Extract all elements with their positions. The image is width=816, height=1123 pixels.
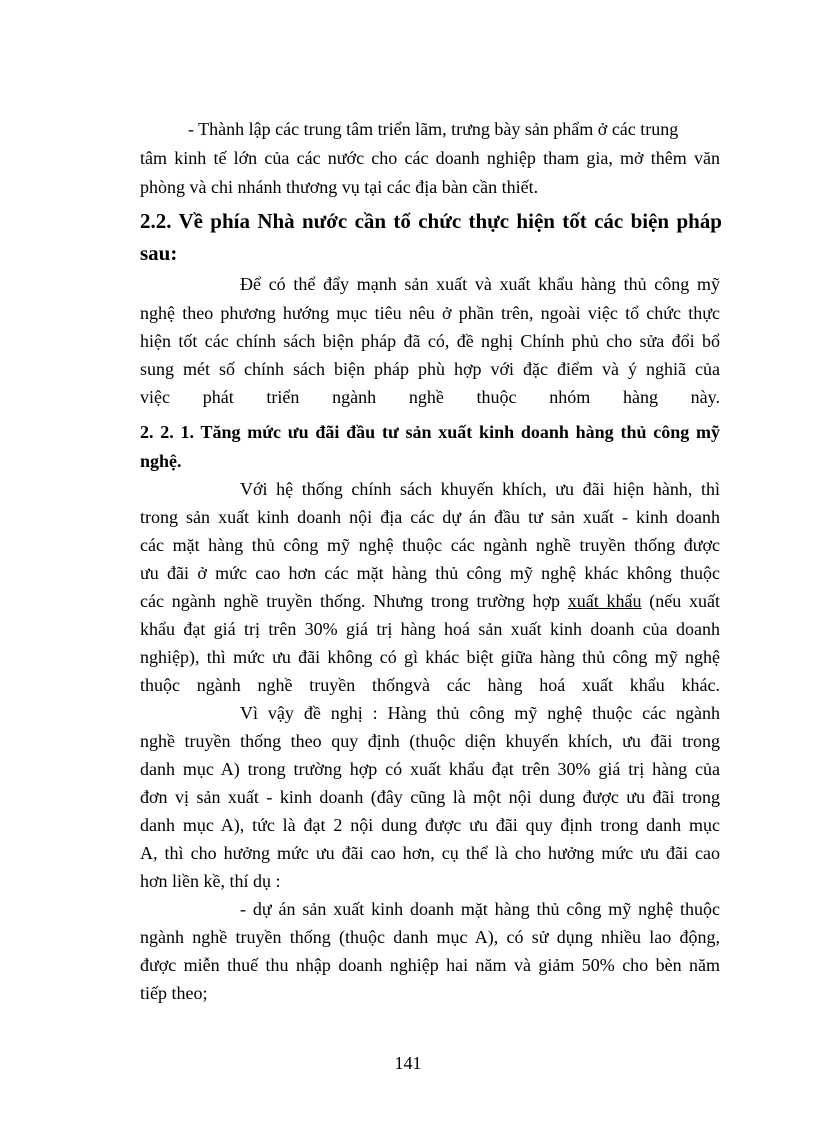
section-heading: sau: bbox=[140, 241, 178, 265]
paragraph-line: - dự án sản xuất kinh doanh mặt hàng thủ công mỹ nghệ thuộc bbox=[240, 899, 720, 919]
paragraph-line: ngành nghề truyền thống (thuộc danh mục A), có sử dụng nhiều lao động, bbox=[140, 927, 720, 947]
paragraph-line: nghệ theo phương hướng mục tiêu nêu ở phần trên, ngoài việc tổ chức thực bbox=[140, 303, 720, 323]
paragraph-line: việc phát triển ngành nghề thuộc nhóm hàng này. bbox=[140, 387, 720, 407]
paragraph-line: nghiệp), thì mức ưu đãi không có gì khác biệt giữa hàng thủ công mỹ nghệ bbox=[140, 647, 720, 667]
paragraph-line: hơn liền kề, thí dụ : bbox=[140, 871, 281, 891]
paragraph-line: danh mục A) trong trường hợp có xuất khẩu đạt trên 30% giá trị hàng của bbox=[140, 759, 720, 779]
paragraph-line: phòng và chi nhánh thương vụ tại các địa bàn cần thiết. bbox=[140, 177, 539, 197]
paragraph-line: các mặt hàng thủ công mỹ nghệ thuộc các ngành nghề truyền thống được bbox=[140, 535, 720, 555]
paragraph-line: - Thành lập các trung tâm triển lãm, trưng bày sản phẩm ở các trung bbox=[188, 119, 679, 139]
paragraph-line: tâm kinh tế lớn của các nước cho các doanh nghiệp tham gia, mở thêm văn bbox=[140, 148, 720, 168]
paragraph-line bbox=[140, 587, 720, 616]
paragraph-line: khẩu đạt giá trị trên 30% giá trị hàng hoá sản xuất kinh doanh của doanh bbox=[140, 619, 720, 639]
text-span: các ngành nghề truyền thống. Nhưng trong trường hợp bbox=[140, 591, 561, 611]
paragraph-line: Với hệ thống chính sách khuyến khích, ưu đãi hiện hành, thì bbox=[240, 479, 720, 499]
paragraph-line: sung mét số chính sách biện pháp phù hợp với đặc điểm và ý nghiã của bbox=[140, 359, 720, 379]
subsection-heading: nghệ. bbox=[140, 451, 182, 471]
paragraph-line: trong sản xuất kinh doanh nội địa các dự án đầu tư sản xuất - kinh doanh bbox=[140, 507, 720, 527]
paragraph-line: danh mục A), tức là đạt 2 nội dung được ưu đãi quy định trong danh mục bbox=[140, 815, 720, 835]
page-number: 141 bbox=[394, 1053, 422, 1073]
text-span: (nếu xuất bbox=[649, 591, 721, 611]
paragraph-line: Để có thể đẩy mạnh sản xuất và xuất khẩu hàng thủ công mỹ bbox=[240, 274, 720, 294]
section-heading: 2.2. Về phía Nhà nước cần tổ chức thực hiện tốt các biện pháp bbox=[140, 209, 722, 233]
paragraph-line: A, thì cho hưởng mức ưu đãi cao hơn, cụ thể là cho hưởng mức ưu đãi cao bbox=[140, 843, 720, 863]
paragraph-line: tiếp theo; bbox=[140, 983, 208, 1003]
paragraph-line: được miễn thuế thu nhập doanh nghiệp hai năm và giảm 50% cho bèn năm bbox=[140, 955, 720, 975]
underlined-term: xuất khẩu bbox=[567, 591, 642, 611]
paragraph-line: thuộc ngành nghề truyền thốngvà các hàng hoá xuất khẩu khác. bbox=[140, 675, 720, 695]
subsection-heading: 2. 2. 1. Tăng mức ưu đãi đầu tư sản xuất kinh doanh hàng thủ công mỹ bbox=[140, 422, 720, 442]
paragraph-line: hiện tốt các chính sách biện pháp đã có, đề nghị Chính phủ cho sửa đổi bổ bbox=[140, 331, 720, 351]
paragraph-line: đơn vị sản xuất - kinh doanh (đây cũng là một nội dung được ưu đãi trong bbox=[140, 787, 720, 807]
paragraph-line: ưu đãi ở mức cao hơn các mặt hàng thủ công mỹ nghệ khác không thuộc bbox=[140, 563, 720, 583]
paragraph-line: Vì vậy đề nghị : Hàng thủ công mỹ nghệ thuộc các ngành bbox=[240, 703, 720, 723]
paragraph-line: nghề truyền thống theo quy định (thuộc diện khuyến khích, ưu đãi trong bbox=[140, 731, 720, 751]
